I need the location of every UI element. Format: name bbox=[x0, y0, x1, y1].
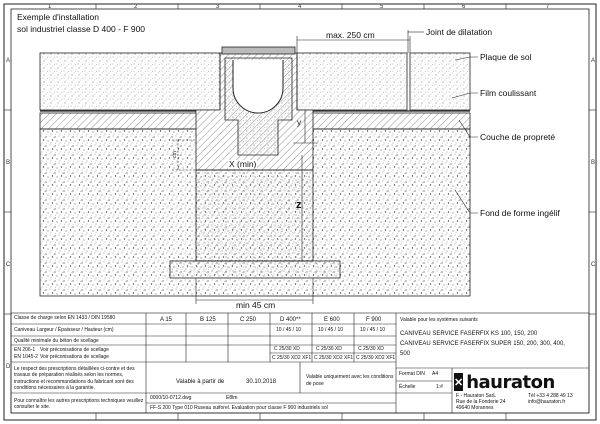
hauraton-mark-icon: ✕ bbox=[454, 373, 463, 391]
caniveau-u bbox=[233, 60, 283, 113]
class-a15: A 15 bbox=[160, 317, 173, 323]
contact-tel: Tél +33 4 288 49 13 bbox=[528, 393, 573, 399]
company-name: hauraton bbox=[466, 371, 555, 393]
grid-row-a: A bbox=[6, 58, 11, 64]
beton-fondation bbox=[196, 170, 313, 261]
small-note2: Voir préconisations de scellage bbox=[40, 354, 109, 360]
contact-mail: info@hauraton.fr bbox=[528, 399, 566, 405]
notes-text: Le respect des prescriptions détaillées ci-contre et des travaux de préparation réalisés selon les normes, instructions et recommandations du fabricant sont des conditions nécessaires à la garantie. bbox=[14, 366, 135, 391]
grid-row-c: C bbox=[6, 262, 11, 268]
grid-col-7: 7 bbox=[546, 4, 550, 10]
callout-couche: Couche de propreté bbox=[480, 132, 556, 142]
beton-d400: C 25/30 XD bbox=[274, 346, 300, 352]
systems-title: Valable pour les systèmes suivants bbox=[400, 317, 478, 323]
callout-fond: Fond de forme ingélif bbox=[480, 208, 560, 218]
addr-line1: F - Hauraton SarL bbox=[456, 393, 497, 399]
drawing-code: 0000/10-0712.dwg bbox=[150, 395, 192, 401]
grid-row-d: D bbox=[6, 364, 11, 370]
grid-col-1: 1 bbox=[48, 4, 52, 10]
grid-row-b: B bbox=[6, 160, 11, 166]
echelle-value: 1:# bbox=[436, 384, 443, 390]
systems-line1: CANIVEAU SERVICE FASERFIX KS 100, 150, 200 bbox=[400, 331, 538, 337]
drawing-footer: FF-S 200 Type 010 Ruseau suiforel. Evaluation pour classe F 900 industriels sol bbox=[150, 405, 328, 411]
valid-date: 30.10.2018 bbox=[246, 379, 277, 385]
dim-max-label: max. 250 cm bbox=[326, 30, 375, 40]
grid-row-a-right: A bbox=[591, 58, 596, 64]
addr-line2: Rue de la Fonderie 24 bbox=[456, 399, 506, 405]
dims-d400: 10 / 45 / 10 bbox=[276, 327, 302, 333]
plaque-de-sol-left bbox=[40, 53, 220, 110]
callout-film: Film coulissant bbox=[480, 88, 537, 98]
addr-line3: 49640 Morannes bbox=[456, 405, 494, 411]
hauraton-logo bbox=[454, 371, 555, 393]
systems-line2: CANIVEAU SERVICE FASERFIX SUPER 150, 200, 300, 400, bbox=[400, 341, 565, 347]
small-left1: EN 206-1 bbox=[14, 347, 36, 353]
dim-cm-label: cm bbox=[171, 151, 178, 158]
beton-f900: C 25/30 XD bbox=[358, 346, 384, 352]
grid-col-4: 4 bbox=[298, 4, 302, 10]
echelle-label: Échelle bbox=[399, 384, 416, 390]
format-value: A4 bbox=[432, 371, 439, 377]
nonvalid-text: Valable uniquement avec les conditions de pose bbox=[306, 374, 394, 387]
grid-col-3: 3 bbox=[216, 4, 220, 10]
valid-label: Valable à partir de bbox=[176, 379, 225, 385]
beton2-f900: C 25/30 XD2 XF1 bbox=[356, 355, 396, 361]
plaque-de-sol-right bbox=[410, 53, 470, 110]
dim-y-label: y bbox=[297, 117, 302, 127]
small-note1: Voir préconisations de scellage bbox=[40, 347, 109, 353]
callout-plaque: Plaque de sol bbox=[480, 52, 532, 62]
notes-text-2: Pour connaître les autres prescriptions techniques veuillez consulter le site. bbox=[14, 398, 144, 411]
title-line2: sol industriel classe D 400 - F 900 bbox=[17, 24, 146, 34]
class-c250: C 250 bbox=[240, 317, 257, 323]
row-label-beton: Qualité minimale du béton de scellage bbox=[14, 338, 99, 344]
plaque-de-sol-mid bbox=[297, 53, 407, 110]
row-label-dims: Caniveau Largeur / Épaisseur / Hauteur (cm) bbox=[14, 327, 114, 333]
dims-e600: 10 / 45 / 10 bbox=[318, 327, 344, 333]
grid-row-b-right: B bbox=[591, 160, 596, 166]
systems-line3: 500 bbox=[400, 351, 411, 357]
semelle bbox=[170, 261, 340, 278]
class-b125: B 125 bbox=[200, 317, 216, 323]
dim-x-label: X (min) bbox=[229, 159, 257, 169]
dim-z-label: z bbox=[296, 199, 302, 211]
small-left2: EN 1045-2 bbox=[14, 354, 38, 360]
title-line1: Exemple d'installation bbox=[17, 12, 99, 22]
grid-col-5: 5 bbox=[380, 4, 384, 10]
grid-row-c-right: C bbox=[591, 262, 596, 268]
drawing-author: E8lm bbox=[226, 395, 238, 401]
beton-e600: C 25/30 XD bbox=[316, 346, 342, 352]
callout-joint: Joint de dilatation bbox=[426, 27, 493, 37]
class-e600: E 600 bbox=[324, 317, 340, 323]
dims-f900: 10 / 45 / 10 bbox=[360, 327, 386, 333]
row-label-class: Classe de charge selon EN 1433 / DIN 19580 bbox=[14, 315, 116, 321]
dim-min-label: min 45 cm bbox=[236, 300, 276, 310]
class-d400: D 400** bbox=[280, 317, 301, 323]
beton2-e600: C 25/30 XD2 XF1 bbox=[314, 355, 354, 361]
grille bbox=[222, 47, 295, 54]
grid-col-2: 2 bbox=[134, 4, 138, 10]
class-f900: F 900 bbox=[366, 317, 382, 323]
grid-col-6: 6 bbox=[462, 4, 466, 10]
beton2-d400: C 25/30 XD2 XF1 bbox=[272, 355, 312, 361]
format-label: Format DIN bbox=[399, 371, 425, 377]
